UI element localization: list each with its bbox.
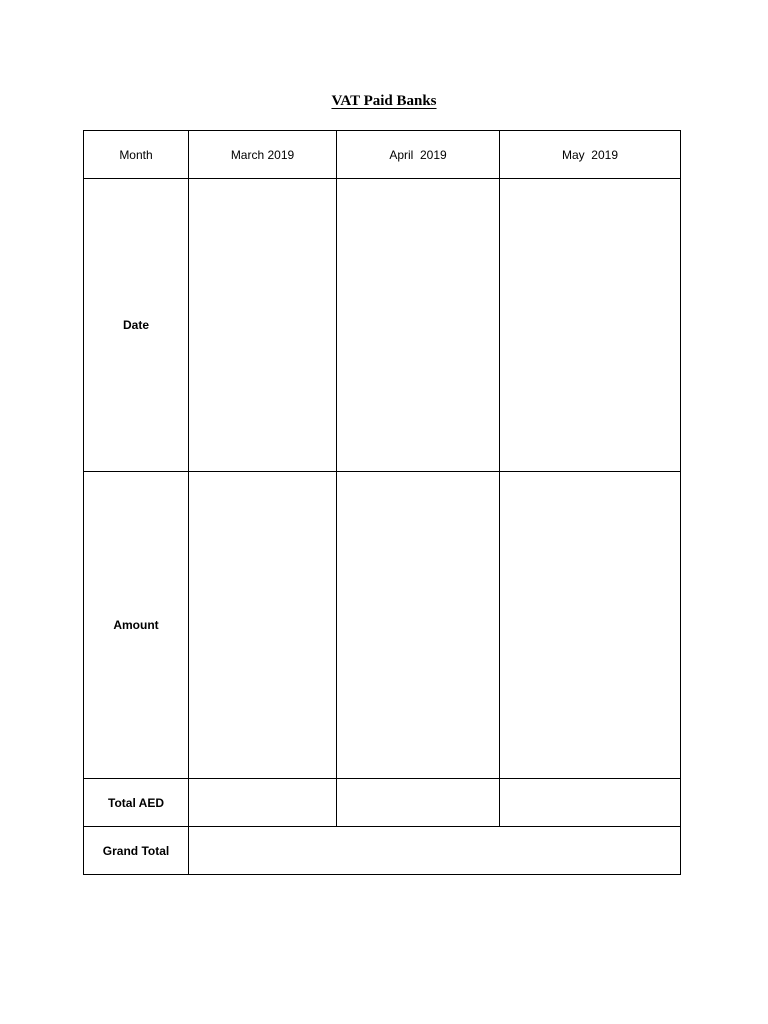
vat-paid-table	[83, 130, 681, 875]
total-cell-may[interactable]	[500, 779, 681, 827]
amount-cell-march[interactable]	[189, 472, 337, 779]
date-cell-march[interactable]	[189, 179, 337, 472]
amount-row	[84, 472, 681, 779]
amount-row-label: Amount	[84, 472, 189, 779]
date-cell-april[interactable]	[337, 179, 500, 472]
grand-total-row	[84, 827, 681, 875]
total-cell-march[interactable]	[189, 779, 337, 827]
page-title	[0, 92, 768, 110]
month-column-march: March 2019	[189, 131, 337, 179]
grand-total-row-label: Grand Total	[84, 827, 189, 875]
month-column-april: April 2019	[337, 131, 500, 179]
total-cell-april[interactable]	[337, 779, 500, 827]
amount-cell-may[interactable]	[500, 472, 681, 779]
date-cell-may[interactable]	[500, 179, 681, 472]
month-header-cell: Month	[84, 131, 189, 179]
total-aed-row-label: Total AED	[84, 779, 189, 827]
header-row	[84, 131, 681, 179]
amount-cell-april[interactable]	[337, 472, 500, 779]
page-title-text: VAT Paid Banks	[331, 93, 437, 109]
grand-total-cell[interactable]	[189, 827, 681, 875]
total-aed-row	[84, 779, 681, 827]
month-column-may: May 2019	[500, 131, 681, 179]
date-row-label: Date	[84, 179, 189, 472]
date-row	[84, 179, 681, 472]
